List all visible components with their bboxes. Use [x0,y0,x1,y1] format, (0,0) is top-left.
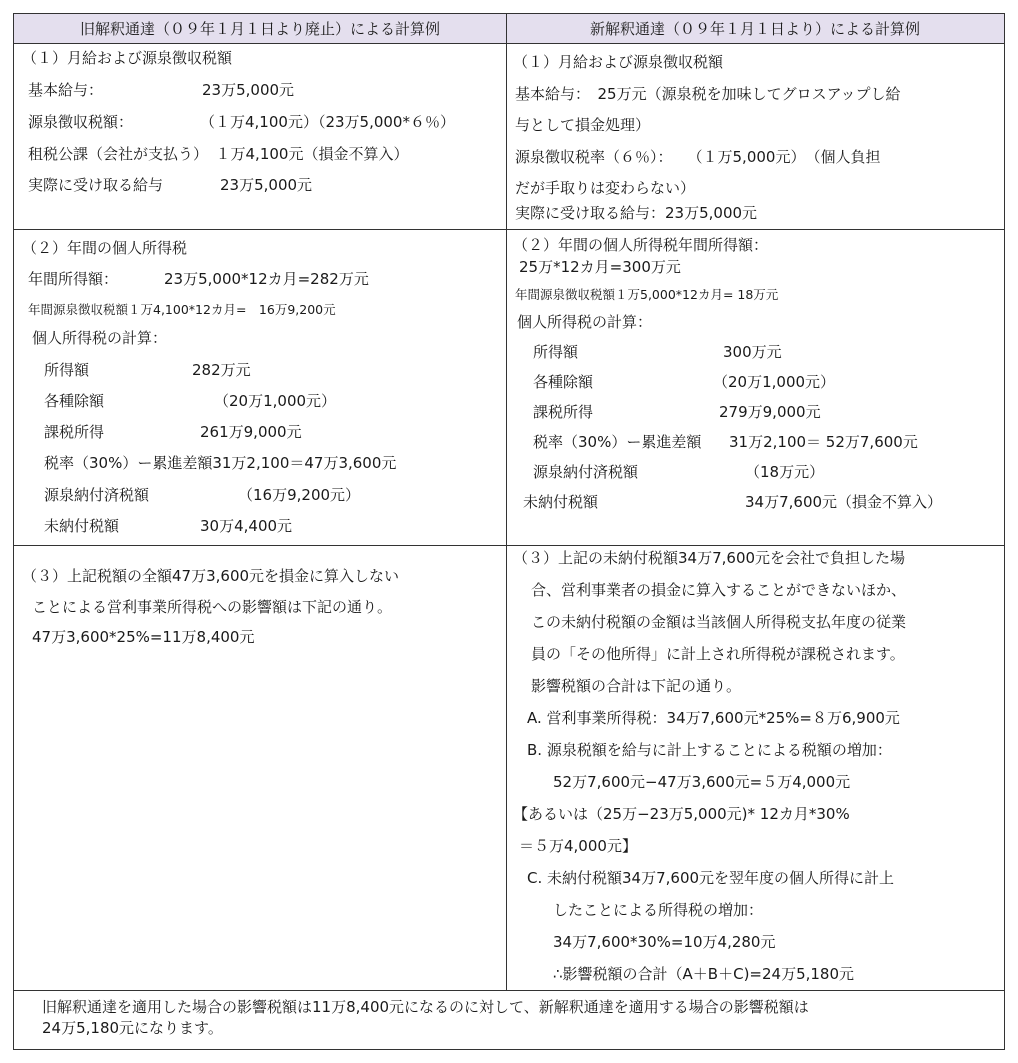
table-header [14,14,1004,44]
old-base-salary-value: 23万5,000元 [202,81,295,99]
new-impact-line: ＝５万4,000元】 [519,837,637,855]
old-item-label: 源泉納付済税額 [44,486,150,504]
old-item-value: 282万元 [192,361,251,379]
old-item-label: 各種除額 [44,392,105,410]
old-withholding-value: （１万4,100元）（23万5,000*６％） [200,113,455,131]
new-annual-cell [507,230,1003,545]
old-impact-line3: 47万3,600*25%=11万8,400元 [32,628,255,646]
new-monthly-title: （１）月給および源泉徴収税額 [513,53,724,71]
old-item-label: 課税所得 [44,423,105,441]
new-unpaid-value: 34万7,600元（損金不算入） [745,493,943,511]
new-impact-line: B. 源泉税額を給与に計上することによる税額の増加： [527,741,892,759]
new-item-value: （18万元） [745,463,825,481]
old-net-salary-value: 23万5,000元 [220,176,313,194]
new-withholding-line2: だが手取りは変わらない） [515,179,696,197]
old-annual-title: （２）年間の個人所得税 [22,239,188,257]
old-impact-line1: （３）上記税額の全額47万3,600元を損金に算入しない [22,567,400,585]
new-impact-line: この未納付税額の金額は当該個人所得税支払年度の従業 [531,613,907,631]
old-item-label: 未納付税額 [44,517,120,535]
new-item-value: 279万9,000元 [719,403,821,421]
new-base-salary-line2: 与として損金処理） [515,116,651,134]
row-impact [14,546,1004,991]
new-item-value: （20万1,000元） [713,373,836,391]
header-new: 新解釈通達（０９年１月１日より）による計算例 [589,20,920,38]
old-monthly-title: （１）月給および源泉徴収税額 [22,49,233,67]
old-impact-cell [14,546,507,990]
old-calc-heading: 個人所得税の計算： [32,329,168,347]
old-item-value: 30万4,400元 [200,517,293,535]
new-impact-line: したことによる所得税の増加： [553,901,764,919]
new-withholding-line1: 源泉徴収税率（６％）： （１万5,000元） （個人負担 [515,148,881,166]
new-impact-line: 34万7,600*30%=10万4,280元 [553,933,776,951]
header-old: 旧解釈通達（０９年１月１日より廃止）による計算例 [14,14,507,43]
new-item-label: 税率（30%）ー累進差額 [533,433,702,451]
old-withholding-label: 源泉徴収税額： [28,113,134,131]
new-item-label: 各種除額 [533,373,594,391]
conclusion-text [42,997,809,1049]
old-net-salary-label: 実際に受け取る給与 [28,176,164,194]
new-impact-line: A. 営利事業所得税：34万7,600元*25%=８万6,900元 [527,709,900,727]
old-annual-income-label: 年間所得額： [28,270,119,288]
old-item-label: 所得額 [44,361,90,379]
new-impact-line: （３）上記の未納付税額34万7,600元を会社で負担した場 [513,549,906,567]
new-item-value: 31万2,100＝ 52万7,600元 [729,433,918,451]
new-unpaid-label: 未納付税額 [523,493,599,511]
new-impact-line: 合、営利事業者の損金に算入することができないほか、 [531,581,907,599]
new-impact-line: C. 未納付税額34万7,600元を翌年度の個人所得に計上 [527,869,895,887]
old-impact-line2: ことによる営利事業所得税への影響額は下記の通り。 [32,598,393,616]
old-tax-paid-by-company: 租税公課（会社が支払う） １万4,100元（損金不算入） [28,145,409,163]
new-item-label: 所得額 [533,343,579,361]
new-net-salary: 実際に受け取る給与：23万5,000元 [515,204,758,222]
new-monthly-cell [507,44,1003,229]
new-impact-line: 52万7,600元−47万3,600元=５万4,000元 [553,773,851,791]
old-item-value: （16万9,200元） [238,486,361,504]
new-impact-line: 員の「その他所得」に計上され所得税が課税されます。 [531,645,905,663]
new-calc-heading: 個人所得税の計算： [517,313,653,331]
new-base-salary-line1: 基本給与： 25万元（源泉税を加味してグロスアップし給 [515,85,901,103]
old-base-salary-label: 基本給与： [28,81,104,99]
old-item-value: 261万9,000元 [200,423,302,441]
new-annual-title: （２）年間の個人所得税年間所得額： [513,236,769,254]
old-item-label: 税率（30%）ー累進差額31万2,100＝47万3,600元 [44,454,397,472]
new-item-value: 300万元 [723,343,782,361]
row-monthly-salary [14,44,1004,230]
new-impact-line: 影響税額の合計は下記の通り。 [531,677,742,695]
comparison-table [13,13,1005,1050]
new-impact-line: ∴影響税額の合計（A＋B＋C)=24万5,180元 [553,965,855,983]
new-annual-income: 25万*12カ月=300万元 [519,258,681,276]
new-item-label: 源泉納付済税額 [533,463,639,481]
row-annual-income-tax [14,230,1004,546]
new-impact-line: 【あるいは（25万−23万5,000元)* 12カ月*30% [513,805,850,823]
old-item-value: （20万1,000元） [214,392,337,410]
conclusion-line1: 旧解釈通達を適用した場合の影響税額は11万8,400元になるのに対して、新解釈通達を適用する場合の影響税額は [42,998,809,1016]
old-annual-cell [14,230,507,545]
new-annual-withholding: 年間源泉徴収税額１万5,000*12カ月= 18万元 [515,287,779,302]
old-monthly-cell [14,44,507,229]
old-annual-income-value: 23万5,000*12カ月=282万元 [164,270,369,288]
new-impact-cell [507,546,1003,990]
conclusion-row [14,991,1004,1049]
old-annual-withholding: 年間源泉徴収税額１万4,100*12カ月= 16万9,200元 [28,302,336,317]
conclusion-line2: 24万5,180元になります。 [42,1019,223,1037]
new-item-label: 課税所得 [533,403,594,421]
